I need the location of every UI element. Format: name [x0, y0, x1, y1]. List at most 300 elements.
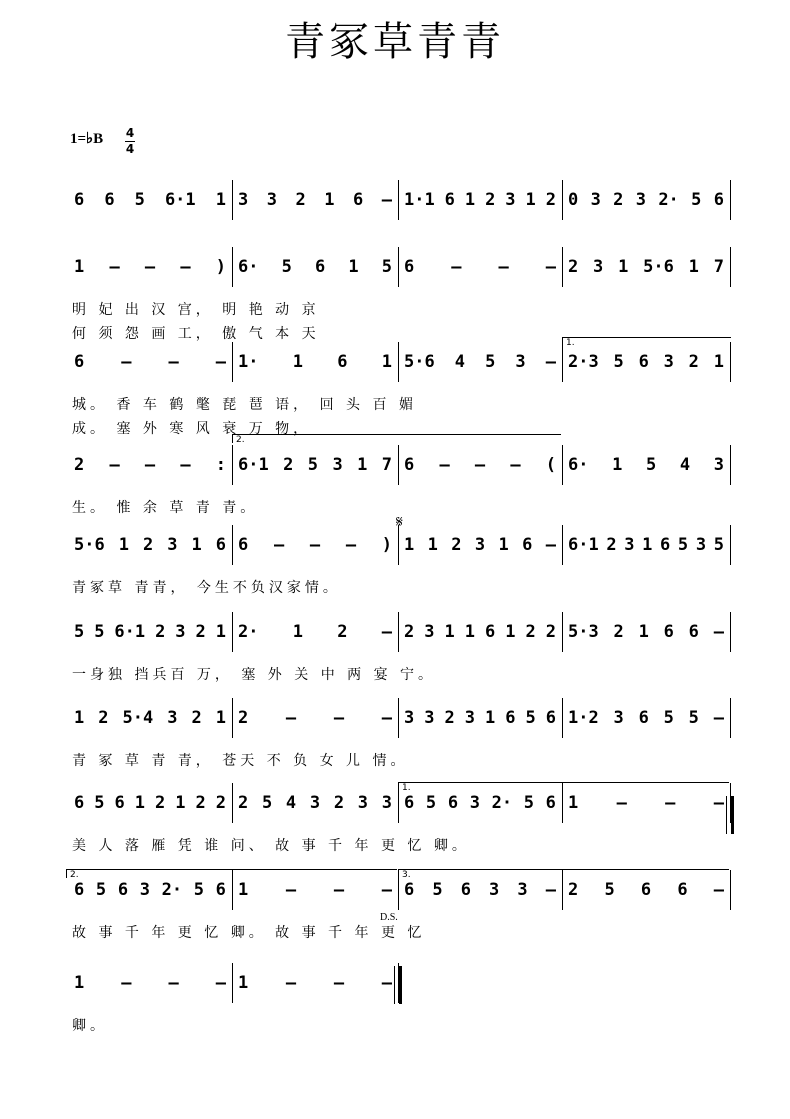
note: – [381, 190, 392, 210]
note: 6 [677, 880, 688, 900]
volta-2b [66, 869, 397, 878]
note: – [285, 708, 297, 728]
measure-notes [404, 708, 556, 728]
measure [562, 180, 730, 220]
note: 2 [195, 622, 206, 642]
measure [68, 783, 232, 823]
lyric-text: 成。 塞 外 寒 风 衰 万 物， [72, 421, 312, 437]
note: 6 [74, 190, 85, 210]
note: 1 [427, 535, 438, 555]
barline [730, 870, 731, 910]
note: – [545, 257, 556, 277]
measure-notes [404, 190, 556, 210]
note: 2 [295, 190, 306, 210]
measure-notes [74, 793, 226, 813]
note: 2· [491, 793, 513, 813]
note: 5 [94, 622, 105, 642]
note: 3 [505, 190, 516, 210]
measure [68, 342, 232, 382]
note: 6 [545, 793, 556, 813]
measure [68, 525, 232, 565]
note: 6· [238, 257, 259, 277]
note: 5·6 [74, 535, 105, 555]
note: 6 [117, 880, 129, 900]
measure-notes [404, 257, 556, 277]
note: 2 [215, 793, 226, 813]
measure [562, 445, 730, 485]
note: 1 [444, 622, 455, 642]
note: 1 [134, 793, 145, 813]
note: 2 [191, 708, 202, 728]
note: 5 [193, 880, 205, 900]
barline [730, 445, 731, 485]
note: 6·1 [164, 190, 196, 210]
note: 1 [215, 622, 226, 642]
note: 6 [404, 455, 415, 475]
note: 5 [691, 190, 702, 210]
measure-notes [404, 535, 556, 555]
measure [398, 445, 562, 485]
note: 2 [337, 622, 348, 642]
note: 6 [74, 880, 85, 900]
note: 5 [432, 880, 443, 900]
note: – [381, 622, 392, 642]
note: 6 [688, 622, 699, 642]
measure [68, 180, 232, 220]
volta-2 [232, 434, 561, 443]
measure [232, 342, 398, 382]
key-signature: 1=♭B [70, 131, 104, 147]
note: 1 [464, 190, 476, 210]
note: – [309, 535, 321, 555]
measure-notes [568, 793, 724, 813]
note: – [144, 455, 156, 475]
note: 2 [688, 352, 699, 372]
measure [232, 247, 398, 287]
measure [562, 698, 730, 738]
lyric-text: 卿。 [72, 1018, 108, 1034]
note: 1 [568, 793, 579, 813]
measure [398, 247, 562, 287]
note: 4 [454, 352, 466, 372]
note: – [439, 455, 450, 475]
note: – [121, 973, 132, 993]
note: 6 [337, 352, 348, 372]
note: 6 [663, 622, 674, 642]
note: 3 [266, 190, 277, 210]
score-system [68, 247, 730, 287]
measure-notes [568, 190, 724, 210]
note: 2· [658, 190, 679, 210]
note: 5 [713, 535, 724, 555]
measure-notes [568, 352, 724, 372]
note: – [215, 352, 226, 372]
final-barline [394, 966, 402, 1004]
note: 6 [447, 793, 459, 813]
measure-notes [568, 622, 724, 642]
note: 0 [568, 190, 579, 210]
note: 5 [677, 535, 689, 555]
note: 6 [404, 257, 415, 277]
volta-1b [398, 782, 729, 791]
note: 3 [167, 535, 178, 555]
note: 5 [261, 793, 273, 813]
note: 1 [215, 708, 226, 728]
note: 6 [74, 352, 85, 372]
note: 1 [324, 190, 335, 210]
note: – [381, 973, 392, 993]
note: – [121, 352, 132, 372]
note: 1 [74, 708, 85, 728]
note: – [545, 535, 556, 555]
note: – [273, 535, 285, 555]
note: 3 [357, 793, 369, 813]
measure [68, 612, 232, 652]
note: 2 [545, 622, 556, 642]
song-title: 青冢草青青 [285, 19, 505, 65]
note: 6 [238, 535, 249, 555]
note: 3 [175, 622, 186, 642]
note: – [474, 455, 486, 475]
note: 1 [118, 535, 129, 555]
note: 1 [505, 622, 516, 642]
lyric-text: 何 须 怨 画 工， 傲 气 本 天 [72, 326, 320, 342]
measure [232, 525, 398, 565]
volta-3 [398, 869, 729, 878]
note: 6 [660, 535, 671, 555]
note: 7 [381, 455, 392, 475]
note: 6 [404, 793, 415, 813]
note: : [215, 455, 226, 475]
note: 4 [679, 455, 691, 475]
note: – [285, 973, 297, 993]
measure [562, 342, 730, 382]
note: 1 [348, 257, 359, 277]
measure [398, 612, 562, 652]
note: 2 [283, 455, 294, 475]
barline [730, 612, 731, 652]
volta-1-label: 1. [566, 338, 575, 348]
note: 2 [525, 622, 536, 642]
lyric-text: 青冢草 青青， 今生不负汉家情。 [72, 580, 341, 596]
measure-notes [74, 880, 226, 900]
note: 7 [713, 257, 724, 277]
measure-notes [238, 257, 392, 277]
volta-1b-label: 1. [402, 783, 411, 793]
dal-segno-mark: D.S. [380, 912, 398, 923]
note: 6 [460, 880, 471, 900]
note: 3 [464, 708, 475, 728]
note: – [498, 257, 509, 277]
note: ) [381, 535, 392, 555]
score-system [68, 180, 730, 220]
note: – [545, 352, 556, 372]
note: 2 [155, 793, 166, 813]
note: 6 [485, 622, 496, 642]
measure [68, 445, 232, 485]
note: 5 [74, 622, 85, 642]
note: 2· [238, 622, 259, 642]
note: 6 [404, 880, 415, 900]
note: 2 [606, 535, 617, 555]
note: 3 [517, 880, 528, 900]
score-system [68, 612, 730, 652]
measure [398, 180, 562, 220]
segno-sign: 𝄋 [396, 512, 403, 531]
note: ) [215, 257, 226, 277]
note: 5 [525, 708, 536, 728]
measure-notes [74, 973, 226, 993]
note: 5 [95, 880, 107, 900]
note: 5 [663, 708, 674, 728]
note: 2 [404, 622, 415, 642]
note: 2 [195, 793, 206, 813]
note: 2 [74, 455, 85, 475]
measure [398, 525, 562, 565]
note: 6 [114, 793, 125, 813]
measure [68, 963, 232, 1003]
note: 2· [161, 880, 183, 900]
note: 2 [568, 257, 579, 277]
note: 1 [638, 622, 649, 642]
measure-notes [74, 535, 226, 555]
barline [730, 247, 731, 287]
note: 3 [590, 190, 601, 210]
note: 6 [522, 535, 533, 555]
note: 5 [425, 793, 437, 813]
note: 2 [98, 708, 109, 728]
note: 1 [74, 257, 85, 277]
note: 1 [618, 257, 629, 277]
measure-notes [568, 708, 724, 728]
note: – [168, 352, 179, 372]
volta-3-label: 3. [402, 870, 411, 880]
note: 5·4 [122, 708, 154, 728]
note: 5 [281, 257, 292, 277]
note: 6 [314, 257, 326, 277]
note: 3 [309, 793, 321, 813]
lyric-text: 城。 香 车 鹤 氅 琵 琶 语， 回 头 百 媚 [72, 397, 417, 413]
note: 5 [485, 352, 496, 372]
note: – [215, 973, 226, 993]
note: – [510, 455, 521, 475]
note: 6·1 [238, 455, 269, 475]
note: 3 [424, 708, 435, 728]
lyric-text: 生。 惟 余 草 青 青。 [72, 500, 259, 516]
note: – [713, 880, 724, 900]
barline [730, 342, 731, 382]
volta-2b-label: 2. [70, 870, 79, 880]
measure-notes [404, 622, 556, 642]
note: 3 [238, 190, 249, 210]
note: 2 [444, 708, 455, 728]
score-system [68, 342, 730, 382]
score-system [68, 445, 730, 485]
note: 1 [498, 535, 509, 555]
measure [562, 247, 730, 287]
note: 2 [333, 793, 345, 813]
note: 6·1 [114, 622, 146, 642]
measure-notes [74, 708, 226, 728]
note: – [545, 880, 556, 900]
note: 2 [545, 190, 556, 210]
note: – [180, 455, 191, 475]
barline [730, 180, 731, 220]
note: 2 [613, 622, 624, 642]
note: 3 [167, 708, 178, 728]
measure-notes [74, 257, 226, 277]
note: 1·1 [404, 190, 435, 210]
measure [232, 963, 398, 1003]
note: – [381, 708, 392, 728]
note: 1 [381, 352, 392, 372]
note: 3 [695, 535, 707, 555]
measure-notes [404, 352, 556, 372]
note: 1 [404, 535, 415, 555]
note: – [109, 257, 120, 277]
measure-notes [568, 257, 724, 277]
note: 1 [464, 622, 475, 642]
measure-notes [404, 793, 556, 813]
lyric-text: 一身独 挡兵百 万， 塞 外 关 中 两 宴 宁。 [72, 667, 437, 683]
note: 2 [613, 190, 624, 210]
note: 1 [238, 880, 249, 900]
note: 5 [523, 793, 535, 813]
note: – [333, 973, 345, 993]
note: – [333, 880, 345, 900]
time-signature-top: 4 [125, 126, 135, 140]
note: 6 [215, 880, 226, 900]
note: 1 [215, 190, 226, 210]
measure [398, 342, 562, 382]
note: 3 [635, 190, 646, 210]
note: – [345, 535, 357, 555]
note: 3 [663, 352, 674, 372]
note: 1 [357, 455, 368, 475]
note: 2 [568, 880, 579, 900]
note: – [285, 880, 297, 900]
measure-notes [404, 455, 556, 475]
measure [232, 612, 398, 652]
note: 6 [505, 708, 516, 728]
measure [232, 783, 398, 823]
note: 1·2 [568, 708, 599, 728]
note: ( [545, 455, 556, 475]
measure-notes [238, 793, 392, 813]
note: 3 [474, 535, 486, 555]
measure [232, 698, 398, 738]
measure [232, 445, 398, 485]
volta-1 [562, 337, 731, 346]
measure-notes [238, 708, 392, 728]
note: 2 [142, 535, 154, 555]
lyric-text: 美 人 落 雁 凭 谁 问、 故 事 千 年 更 忆 卿。 [72, 838, 470, 854]
note: 6 [640, 880, 652, 900]
note: 5 [604, 880, 615, 900]
measure-notes [238, 535, 392, 555]
note: 1 [292, 622, 303, 642]
measure-notes [238, 622, 392, 642]
note: 6 [638, 352, 649, 372]
measure [562, 612, 730, 652]
note: 6 [638, 708, 649, 728]
note: 3 [381, 793, 392, 813]
note: – [713, 708, 724, 728]
note: 4 [285, 793, 297, 813]
note: 6 [713, 190, 724, 210]
note: 6· [568, 455, 589, 475]
note: – [109, 455, 120, 475]
note: 2 [238, 708, 249, 728]
volta-2-label: 2. [236, 435, 245, 445]
note: 3 [713, 455, 724, 475]
note: – [616, 793, 627, 813]
note: 5 [307, 455, 319, 475]
note: 5 [645, 455, 657, 475]
note: 6 [215, 535, 226, 555]
note: 1 [485, 708, 496, 728]
note: 6 [545, 708, 556, 728]
note: 3 [624, 535, 635, 555]
note: 5·6 [404, 352, 435, 372]
measure-notes [74, 190, 226, 210]
measure-notes [74, 352, 226, 372]
lyric-text: 青 冢 草 青 青， 苍天 不 负 女 儿 情。 [72, 753, 409, 769]
note: 3 [489, 880, 500, 900]
note: 5 [94, 793, 105, 813]
note: 6 [74, 793, 85, 813]
note: – [180, 257, 191, 277]
measure-notes [74, 622, 226, 642]
note: – [168, 973, 179, 993]
note: 1 [612, 455, 623, 475]
measure-notes [238, 352, 392, 372]
note: 5 [613, 352, 624, 372]
barline [730, 525, 731, 565]
measure [232, 180, 398, 220]
note: 6 [104, 190, 115, 210]
barline [730, 698, 731, 738]
note: – [451, 257, 462, 277]
measure-notes [238, 455, 392, 475]
score-system [68, 698, 730, 738]
note: 5·6 [643, 257, 674, 277]
note: 3 [469, 793, 480, 813]
note: 3 [593, 257, 604, 277]
note: 6 [353, 190, 364, 210]
measure-notes [238, 190, 392, 210]
note: 1 [525, 190, 536, 210]
final-barline [726, 796, 734, 834]
measure [562, 525, 730, 565]
note: 1 [175, 793, 186, 813]
note: – [333, 708, 345, 728]
note: 5·3 [568, 622, 599, 642]
note: 3 [332, 455, 343, 475]
note: 5 [381, 257, 392, 277]
measure-notes [74, 455, 226, 475]
note: 2 [451, 535, 462, 555]
note: 2 [155, 622, 166, 642]
note: – [713, 793, 724, 813]
measure-notes [568, 880, 724, 900]
note: 3 [139, 880, 150, 900]
lyric-text: 故 事 千 年 更 忆 卿。 故 事 千 年 更 忆 [72, 925, 426, 941]
note: 3 [515, 352, 526, 372]
note: 1· [238, 352, 259, 372]
note: 1 [688, 257, 699, 277]
measure-notes [238, 973, 392, 993]
